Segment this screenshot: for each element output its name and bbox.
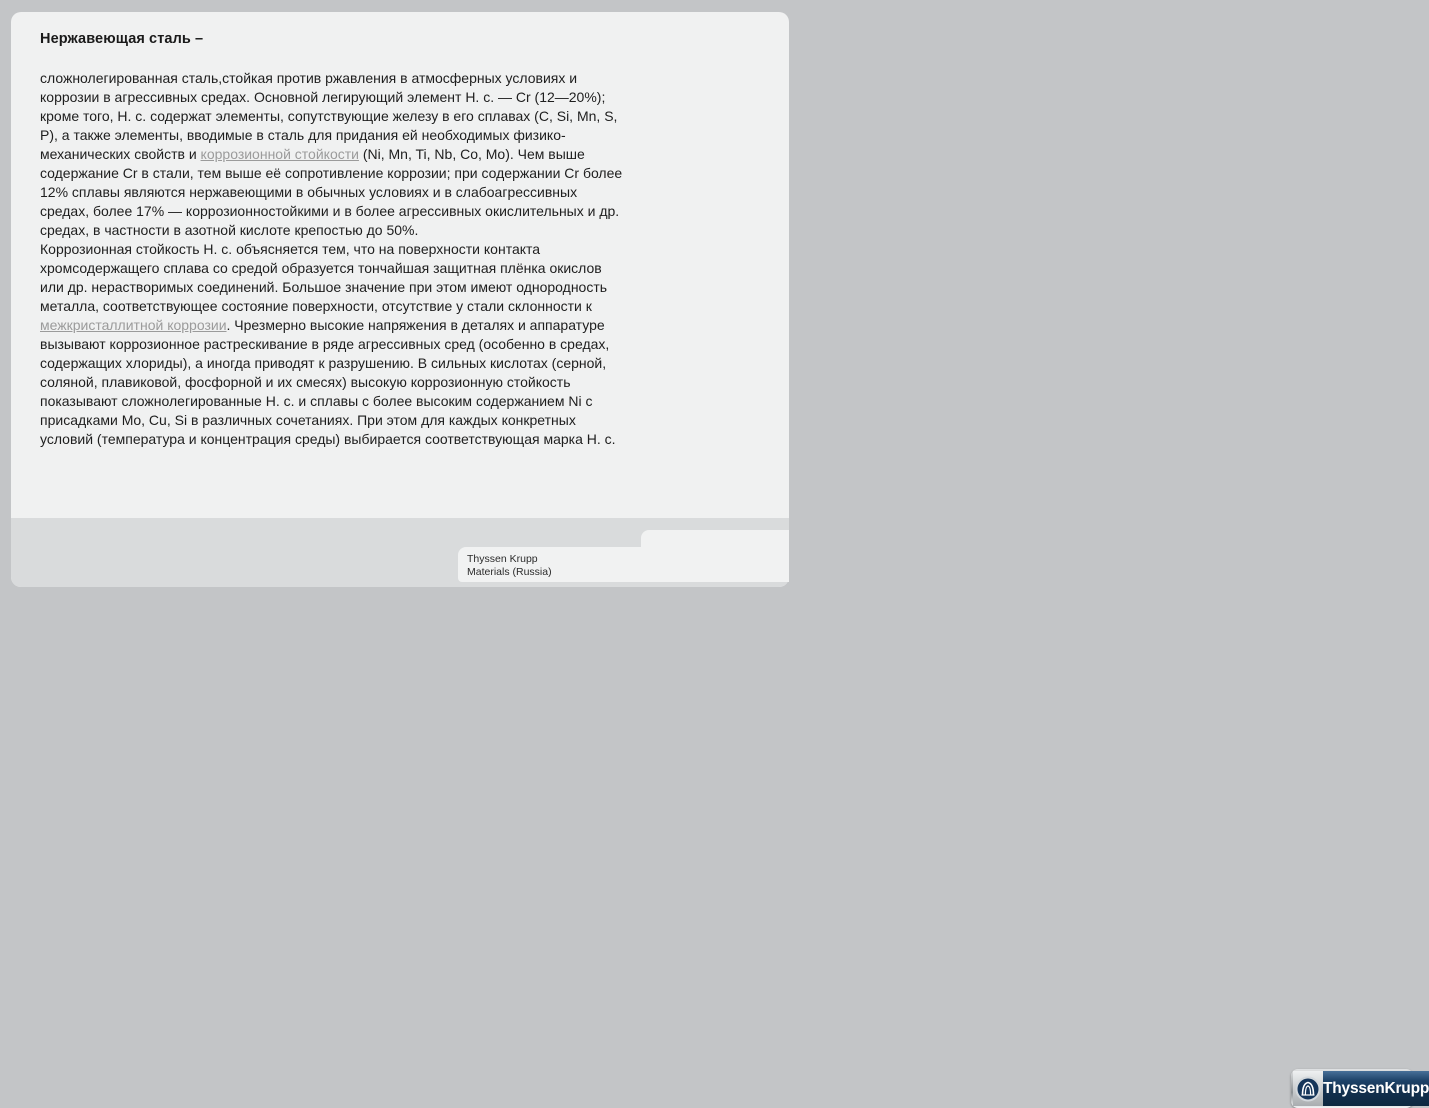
body-line — [40, 126, 759, 145]
thyssenkrupp-arch-icon — [1295, 1076, 1321, 1102]
body-text-segment: коррозии в агрессивных средах. Основной легирующий элемент Н. с. — Cr (12—20%); — [40, 89, 606, 105]
body-line — [40, 297, 759, 316]
body-text-segment: механических свойств и — [40, 146, 201, 162]
body-text-segment: соляной, плавиковой, фосфорной и их смесях) высокую коррозионную стойкость — [40, 374, 571, 390]
body-text-segment: кроме того, Н. с. содержат элементы, сопутствующие железу в его сплавах (C, Si, Mn, S, — [40, 108, 618, 124]
body-line — [40, 278, 759, 297]
body-line — [40, 316, 759, 335]
body-line — [40, 88, 759, 107]
body-text-segment: содержащих хлориды), а иногда приводят к разрушению. В сильных кислотах (серной, — [40, 355, 607, 371]
body-line — [40, 202, 759, 221]
body-text-segment: условий (температура и концентрация среды) выбирается соответствующая марка Н. с. — [40, 431, 616, 447]
body-line — [40, 354, 759, 373]
thyssenkrupp-logo-badge — [1291, 1069, 1429, 1108]
body-line — [40, 392, 759, 411]
body-text-segment: Коррозионная стойкость Н. с. объясняется тем, что на поверхности контакта — [40, 241, 541, 257]
body-text-segment: показывают сложнолегированные Н. с. и сплавы с более высоким содержанием Ni с — [40, 393, 593, 409]
body-line — [40, 335, 759, 354]
body-text-segment: сложнолегированная сталь,стойкая против ржавления в атмосферных условиях и — [40, 70, 578, 86]
body-text-segment: металла, соответствующее состояние поверхности, отсутствие у стали склонности к — [40, 298, 592, 314]
body-line — [40, 164, 759, 183]
slide-content — [40, 31, 759, 449]
logo-emblem-cell — [1293, 1071, 1323, 1106]
body-text-segment: (Ni, Mn, Ti, Nb, Co, Mo). Чем выше — [358, 146, 585, 162]
footer-logo-box — [641, 530, 1429, 1097]
body-text-segment: P), а также элементы, вводимые в сталь для придания ей необходимых физико- — [40, 127, 566, 143]
body-line — [40, 430, 759, 449]
inline-link[interactable]: межкристаллитной коррозии — [40, 317, 227, 333]
company-name-line1: Thyssen Krupp — [467, 553, 538, 565]
slide-card — [11, 12, 789, 587]
body-text-segment: средах, более 17% — коррозионностойкими и в более агрессивных окислительных и др. — [40, 203, 620, 219]
body-line — [40, 411, 759, 430]
body-line — [40, 145, 759, 164]
body-line — [40, 183, 759, 202]
body-line — [40, 259, 759, 278]
body-text-segment: хромсодержащего сплава со средой образуется тончайшая защитная плёнка окислов — [40, 260, 602, 276]
body-text-segment: присадками Mo, Cu, Si в различных сочетаниях. При этом для каждых конкретных — [40, 412, 576, 428]
inline-link[interactable]: коррозионной стойкости — [200, 146, 359, 162]
body-line — [40, 240, 759, 259]
body-line — [40, 69, 759, 88]
body-text-segment: 12% сплавы являются нержавеющими в обычных условиях и в слабоагрессивных — [40, 184, 578, 200]
body-line — [40, 221, 759, 240]
body-text — [40, 69, 759, 449]
body-text-segment: или др. нерастворимых соединений. Большое значение при этом имеют однородность — [40, 279, 608, 295]
body-text-segment: средах, в частности в азотной кислоте крепостью до 50%. — [40, 222, 419, 238]
body-text-segment: . Чрезмерно высокие напряжения в деталях и аппаратуре — [226, 317, 605, 333]
body-line — [40, 107, 759, 126]
body-text-segment: содержание Cr в стали, тем выше её сопротивление коррозии; при содержании Cr более — [40, 165, 623, 181]
body-text-segment: вызывают коррозионное растрескивание в ряде агрессивных сред (особенно в средах, — [40, 336, 610, 352]
logo-plate — [1323, 1071, 1429, 1106]
slide-title: Нержавеющая сталь – — [40, 31, 204, 47]
logo-badge-inner — [1293, 1071, 1429, 1106]
company-name-line2: Materials (Russia) — [467, 565, 552, 578]
body-line — [40, 373, 759, 392]
logo-wordmark: ThyssenKrupp — [1323, 1079, 1429, 1097]
